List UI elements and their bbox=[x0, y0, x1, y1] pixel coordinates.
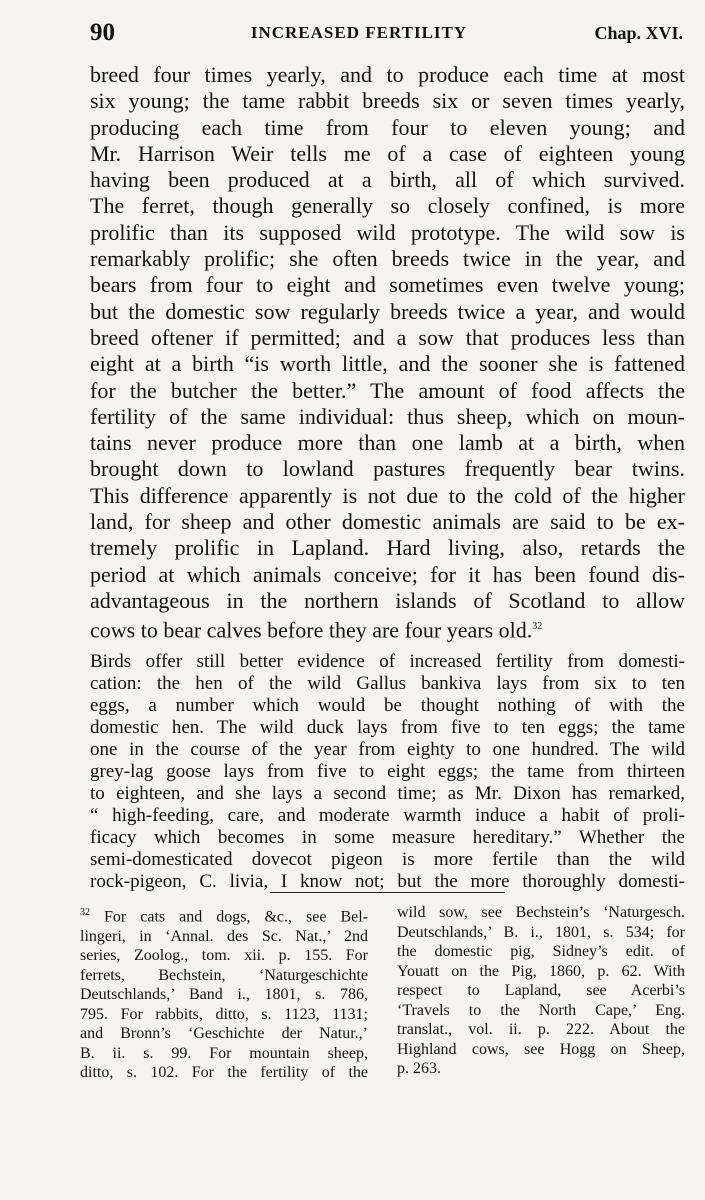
text-line: eight at a birth “is worth little, and the sooner she is fattened bbox=[90, 351, 685, 377]
footnote-line: the domestic pig, Sidney’s edit. of bbox=[397, 943, 685, 960]
text-line: one in the course of the year from eighty to one hundred. The wild bbox=[90, 739, 685, 760]
text-line: bears from four to eight and sometimes even twelve young; bbox=[90, 272, 685, 298]
text-line: domestic hen. The wild duck lays from five to ten eggs; the tame bbox=[90, 717, 685, 738]
footnote-line: respect to Lapland, see Acerbi’s bbox=[397, 982, 685, 999]
text-line: “ high-feeding, care, and moderate warmth induce a habit of proli- bbox=[90, 805, 685, 826]
footnote-column-left bbox=[80, 903, 368, 1083]
text-line: six young; the tame rabbit breeds six or seven times yearly, bbox=[90, 88, 685, 114]
text-line-content: cows to bear calves before they are four years old. bbox=[90, 617, 533, 643]
text-line: having been produced at a birth, all of which survived. bbox=[90, 167, 685, 193]
text-line: producing each time from four to eleven young; and bbox=[90, 114, 685, 140]
text-line: advantageous in the northern islands of Scotland to allow bbox=[90, 587, 685, 613]
footnote-reference: 32 bbox=[532, 621, 543, 633]
text-line: grey-lag goose lays from five to eight eggs; the tame from thirteen bbox=[90, 761, 685, 782]
footnote-line: Deutschlands,’ Band i., 1801, s. 786, bbox=[80, 986, 368, 1004]
text-line: rock-pigeon, C. livia, I know not; but the more thoroughly domesti- bbox=[90, 871, 685, 892]
text-line: eggs, a number which would be thought nothing of with the bbox=[90, 695, 685, 716]
footnote-line-first bbox=[80, 903, 368, 927]
footnote-line-last: p. 263. bbox=[397, 1060, 441, 1077]
text-line: ficacy which becomes in some measure hereditary.” Whether the bbox=[90, 827, 685, 848]
paragraph-1 bbox=[90, 62, 685, 644]
footnote-line: Youatt on the Pig, 1860, p. 62. With bbox=[397, 962, 685, 980]
footnote-column-right bbox=[397, 903, 685, 1083]
text-line: tremely prolific in Lapland. Hard living, also, retards the bbox=[90, 535, 685, 561]
chapter-label: Chap. XVI. bbox=[594, 22, 683, 43]
text-line: cation: the hen of the wild Gallus bankiva lays from six to ten bbox=[90, 673, 685, 694]
footnote-divider bbox=[270, 892, 505, 893]
footnote-line-content: For cats and dogs, &c., see Bel- bbox=[104, 908, 369, 926]
footnote-line: 795. For rabbits, ditto, s. 1123, 1131; bbox=[80, 1005, 368, 1023]
footnote-line: translat., vol. ii. p. 222. About the bbox=[397, 1021, 685, 1038]
footnote-line: Deutschlands,’ B. i., 1801, s. 534; for bbox=[397, 923, 685, 941]
text-line: The ferret, though generally so closely confined, is more bbox=[90, 193, 685, 219]
text-line: land, for sheep and other domestic animals are said to be ex- bbox=[90, 509, 685, 535]
footnote-line: wild sow, see Bechstein’s ‘Naturgesch. bbox=[397, 904, 685, 921]
footnote-marker: 32 bbox=[80, 907, 90, 918]
text-line: breed four times yearly, and to produce each time at most bbox=[90, 62, 685, 87]
footnote-line: lingeri, in ‘Annal. des Sc. Nat.,’ 2nd bbox=[80, 927, 368, 945]
footnote-line: ditto, s. 102. For the fertility of the bbox=[80, 1064, 368, 1082]
paragraph-2 bbox=[90, 651, 685, 893]
page-header bbox=[90, 18, 683, 48]
footnote-line: ferrets, Bechstein, ‘Naturgeschichte bbox=[80, 966, 368, 984]
text-line: but the domestic sow regularly breeds twice a year, and would bbox=[90, 298, 685, 324]
footnote-line: B. ii. s. 99. For mountain sheep, bbox=[80, 1044, 368, 1062]
text-line: remarkably prolific; she often breeds twice in the year, and bbox=[90, 246, 685, 272]
text-line: fertility of the same individual: thus sheep, which on moun- bbox=[90, 403, 685, 429]
text-line: brought down to lowland pastures frequently bear twins. bbox=[90, 456, 685, 482]
text-line: Mr. Harrison Weir tells me of a case of eighteen young bbox=[90, 140, 685, 166]
text-line: tains never produce more than one lamb at a birth, when bbox=[90, 430, 685, 456]
footnotes bbox=[80, 903, 685, 1083]
text-line: prolific than its supposed wild prototype. The wild sow is bbox=[90, 219, 685, 245]
text-line-last bbox=[90, 614, 685, 644]
footnote-line: series, Zoolog., tom. xii. p. 155. For bbox=[80, 947, 368, 965]
text-line: breed oftener if permitted; and a sow that produces less than bbox=[90, 324, 685, 350]
text-line: period at which animals conceive; for it has been found dis- bbox=[90, 561, 685, 587]
text-line: to eighteen, and she lays a second time; as Mr. Dixon has remarked, bbox=[90, 783, 685, 804]
footnote-line: ‘Travels to the North Cape,’ Eng. bbox=[397, 1001, 685, 1019]
page-number: 90 bbox=[90, 19, 115, 46]
text-line: This difference apparently is not due to the cold of the higher bbox=[90, 482, 685, 508]
text-line: semi-domesticated dovecot pigeon is more fertile than the wild bbox=[90, 849, 685, 870]
footnote-line: and Bronn’s ‘Geschichte der Natur.,’ bbox=[80, 1025, 368, 1043]
running-title: INCREASED FERTILITY bbox=[250, 23, 468, 42]
text-line: Birds offer still better evidence of increased fertility from domesti- bbox=[90, 651, 685, 672]
text-line: for the butcher the better.” The amount of food affects the bbox=[90, 377, 685, 403]
footnote-line: Highland cows, see Hogg on Sheep, bbox=[397, 1040, 685, 1058]
